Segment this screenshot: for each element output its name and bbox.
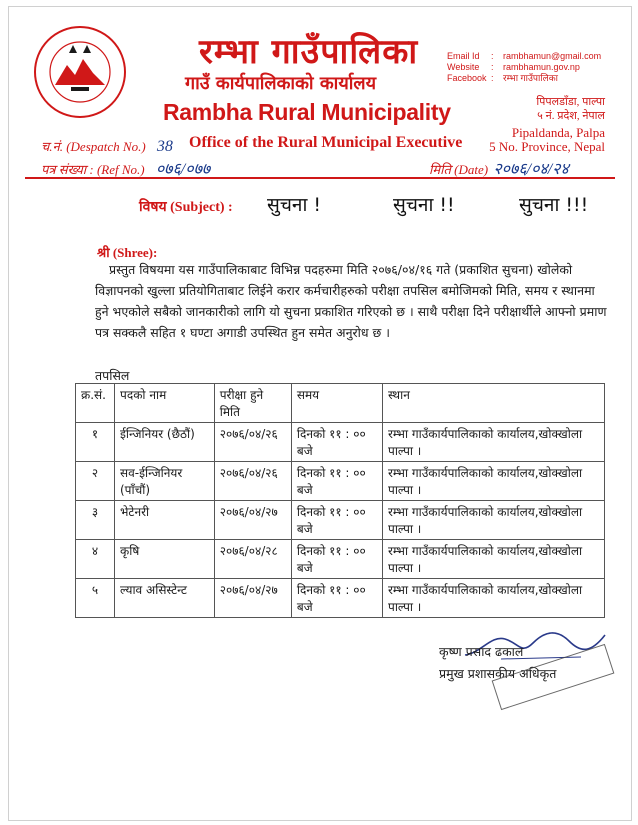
notice-heading-3: सुचना !!! xyxy=(519,194,589,216)
exam-schedule-table xyxy=(75,383,605,618)
date-value: २०७६/०४/२४ xyxy=(493,161,569,178)
cell-time: दिनको ११ : ०० बजे xyxy=(291,540,382,579)
website-sep: : xyxy=(491,62,494,72)
letter-date xyxy=(429,157,569,179)
cell-time: दिनको ११ : ०० बजे xyxy=(291,501,382,540)
cell-date: २०७६/०४/२७ xyxy=(214,501,291,540)
cell-date: २०७६/०४/२६ xyxy=(214,423,291,462)
email-value[interactable]: rambhamun@gmail.com xyxy=(503,51,602,61)
cell-post: ल्याव असिस्टेन्ट xyxy=(115,579,215,618)
office-title-english: Office of the Rural Municipal Executive xyxy=(189,134,463,151)
subject-label: विषय (Subject) : xyxy=(139,200,233,215)
cell-post: ईन्जिनियर (छैठौं) xyxy=(115,423,215,462)
office-subtitle-nepali: गाउँ कार्यपालिकाको कार्यालय xyxy=(185,73,377,94)
address-nepali-line-1: पिपलडाँडा, पाल्पा xyxy=(536,96,605,108)
salutation: श्री (Shree): xyxy=(97,245,158,260)
address-english-line-1: Pipaldanda, Palpa xyxy=(511,125,605,140)
table-row xyxy=(76,501,605,540)
address-block xyxy=(489,95,605,154)
col-header-sn: क्र.सं. xyxy=(76,384,115,423)
cell-time: दिनको ११ : ०० बजे xyxy=(291,579,382,618)
cell-post: कृषि xyxy=(115,540,215,579)
notice-heading-2: सुचना !! xyxy=(393,194,455,216)
date-label: मिति (Date) xyxy=(429,162,489,177)
cell-place: रम्भा गाउँकार्यपालिकाको कार्यालय,खोक्खोला पाल्पा । xyxy=(383,501,605,540)
table-row xyxy=(76,462,605,501)
email-label: Email Id xyxy=(447,51,480,61)
reference-number xyxy=(41,157,210,179)
municipality-title-nepali: रम्भा गाउँपालिका xyxy=(199,32,419,72)
cell-place: रम्भा गाउँकार्यपालिकाको कार्यालय,खोक्खोला पाल्पा । xyxy=(383,540,605,579)
despatch-label: च.नं. (Despatch No.) xyxy=(41,139,146,154)
cell-post: भेटेनरी xyxy=(115,501,215,540)
schedule-heading: तपसिल xyxy=(95,368,130,383)
table-row xyxy=(76,423,605,462)
cell-sn: ४ xyxy=(76,540,115,579)
ref-value: ०७६/०७७ xyxy=(155,161,211,178)
municipality-title-english: Rambha Rural Municipality xyxy=(163,99,451,125)
address-nepali-line-2: ५ नं. प्रदेश, नेपाल xyxy=(537,110,605,122)
cell-date: २०७६/०४/२६ xyxy=(214,462,291,501)
contact-website-row xyxy=(447,62,601,73)
contact-block xyxy=(447,51,601,84)
letter-page xyxy=(8,6,632,821)
cell-post: सव-ईन्जिनियर (पाँचौं) xyxy=(115,462,215,501)
facebook-value[interactable]: रम्भा गाउँपालिका xyxy=(503,73,558,83)
col-header-post: पदको नाम xyxy=(115,384,215,423)
cell-sn: १ xyxy=(76,423,115,462)
table-header-row xyxy=(76,384,605,423)
cell-place: रम्भा गाउँकार्यपालिकाको कार्यालय,खोक्खोला पाल्पा । xyxy=(383,423,605,462)
cell-sn: ५ xyxy=(76,579,115,618)
email-sep: : xyxy=(491,51,494,61)
despatch-number xyxy=(41,137,173,156)
cell-date: २०७६/०४/२७ xyxy=(214,579,291,618)
cell-date: २०७६/०४/२८ xyxy=(214,540,291,579)
notice-heading-1: सुचना ! xyxy=(267,194,322,216)
signatory-name: कृष्ण प्रसाद ढकाल xyxy=(439,644,524,659)
contact-email-row xyxy=(447,51,601,62)
website-value[interactable]: rambhamun.gov.np xyxy=(503,62,580,72)
ref-label: पत्र संख्या : (Ref No.) xyxy=(41,162,145,177)
address-english-line-2: 5 No. Province, Nepal xyxy=(489,139,605,154)
website-label: Website xyxy=(447,62,480,72)
facebook-label: Facebook xyxy=(447,73,487,83)
municipality-emblem-logo xyxy=(33,25,127,119)
cell-place: रम्भा गाउँकार्यपालिकाको कार्यालय,खोक्खोला पाल्पा । xyxy=(383,462,605,501)
cell-place: रम्भा गाउँकार्यपालिकाको कार्यालय,खोक्खोला पाल्पा । xyxy=(383,579,605,618)
facebook-sep: : xyxy=(491,73,494,83)
col-header-time: समय xyxy=(291,384,382,423)
header-divider xyxy=(25,177,615,179)
cell-time: दिनको ११ : ०० बजे xyxy=(291,462,382,501)
cell-time: दिनको ११ : ०० बजे xyxy=(291,423,382,462)
letter-body: प्रस्तुत विषयमा यस गाउँपालिकाबाट विभिन्न पदहरुमा मिति २०७६/०४/१६ गते (प्रकाशित सुचना) खोलेको विज्ञापनको खुल्ला प्रतियोगिताबाट लिईने करार कर्मचारीहरुको परीक्षा तपसिल बमोजिमको मिति, समय र स्थानमा हुने भएकोले सबैको जानकारीको लागि यो सुचना प्रकाशित गरिएको छ । साथै परीक्षा दिने परीक्षार्थीले आफ्नो प्रमाण पत्र सक्कलै सहित १ घण्टा अगाडी उपस्थित हुन समेत अनुरोध छ । xyxy=(95,262,607,340)
despatch-value: 38 xyxy=(156,138,173,155)
signatory-designation: प्रमुख प्रशासकीय अधिकृत xyxy=(439,666,557,681)
table-row xyxy=(76,579,605,618)
col-header-date: परीक्षा हुने मिति xyxy=(214,384,291,423)
cell-sn: ३ xyxy=(76,501,115,540)
col-header-place: स्थान xyxy=(383,384,605,423)
table-row xyxy=(76,540,605,579)
contact-facebook-row xyxy=(447,73,601,84)
cell-sn: २ xyxy=(76,462,115,501)
